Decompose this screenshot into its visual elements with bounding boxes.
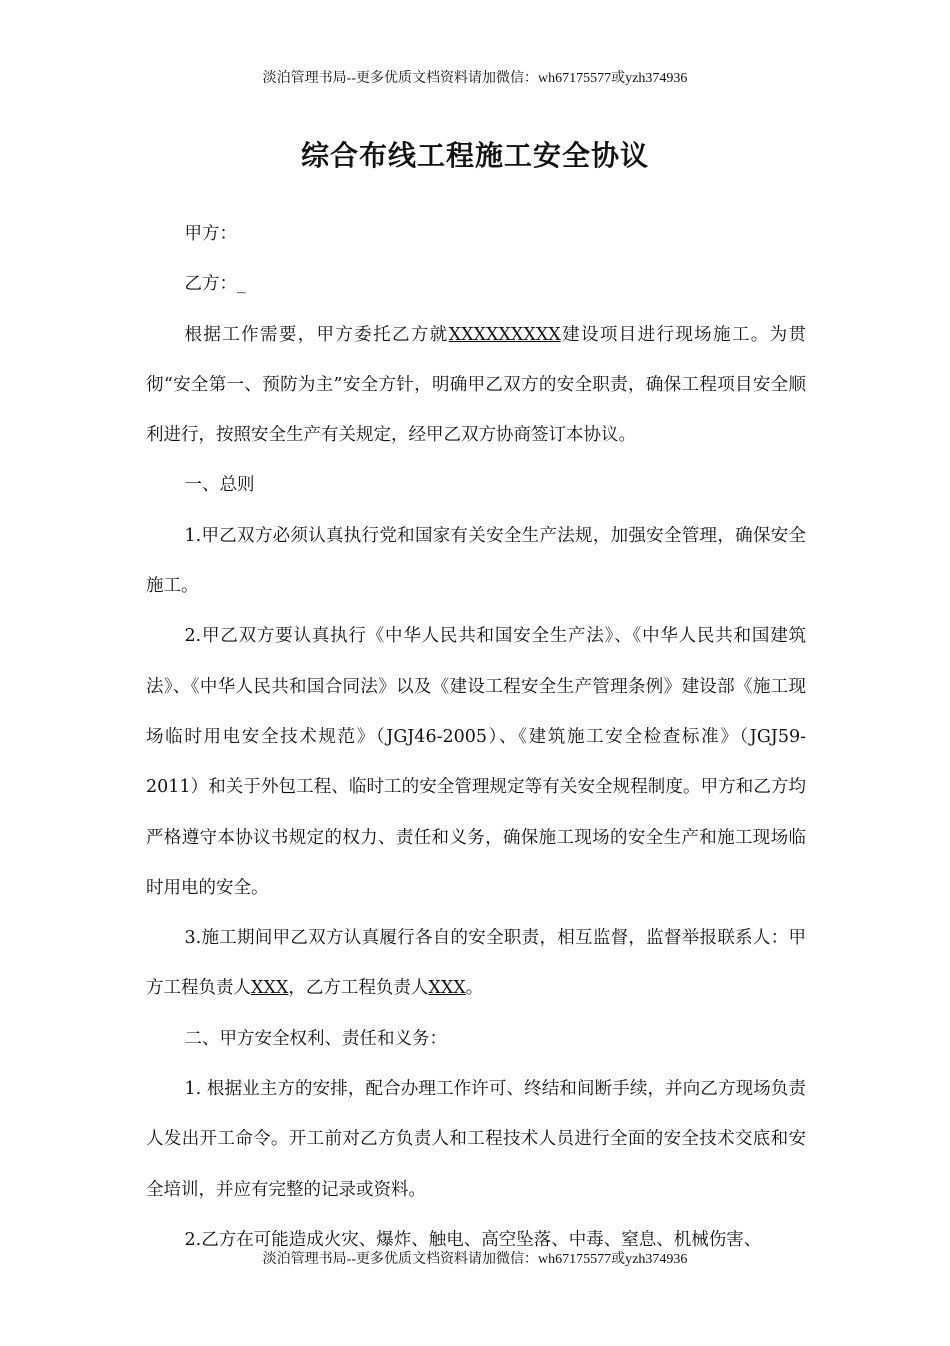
clause-1-3: [146, 913, 806, 1014]
running-footer: 淡泊管理书局--更多优质文档资料请加微信：wh67175577或yzh374936: [262, 1252, 688, 1267]
party-b-contact: XXX: [428, 978, 466, 999]
party-a-line: 甲方：: [184, 224, 237, 244]
running-header: 淡泊管理书局--更多优质文档资料请加微信：wh67175577或yzh374936: [262, 71, 688, 86]
clause-1-1: 1.甲乙双方必须认真执行党和国家有关安全生产法规，加强安全管理，确保安全施工。: [146, 525, 806, 597]
intro-text-after: 建设项目进行现场施工。为贯彻“安全第一、预防为主”安全方针，明确甲乙双方的安全职责，确保工程项目安全顺利进行，按照安全生产有关规定，经甲乙双方协商签订本协议。: [146, 324, 807, 446]
clause-1-2: 2.甲乙双方要认真执行《中华人民共和国安全生产法》、《中华人民共和国建筑法》、《中华人民共和国合同法》以及《建设工程安全生产管理条例》建设部《施工现场临时用电安全技术规范》（JGJ46-2005）、《建筑施工安全检查标准》（JGJ59-2011）和关于外包工程、临时工的安全管理规定等有关安全规程制度。甲方和乙方均严格遵守本协议书规定的权力、责任和义务，确保施工现场的安全生产和施工现场临时用电的安全。: [146, 626, 806, 898]
intro-text-before: 根据工作需要，甲方委托乙方就: [184, 324, 449, 345]
section-heading-general: 一、总则: [184, 475, 255, 496]
clause-1-3-middle: ，乙方工程负责人: [288, 978, 429, 999]
section-heading-party-a-duties: 二、甲方安全权利、责任和义务：: [184, 1028, 447, 1049]
clause-1-3-before: 3.施工期间甲乙双方认真履行各自的安全职责，相互监督，监督举报联系人：甲方工程负责人: [146, 928, 806, 999]
clause-2-1: 1. 根据业主方的安排，配合办理工作许可、终结和间断手续，并向乙方现场负责人发出开工命令。开工前对乙方负责人和工程技术人员进行全面的安全技术交底和安全培训，并应有完整的记录或资料。: [146, 1079, 806, 1200]
project-name: XXXXXXXXX: [448, 324, 561, 345]
intro-paragraph: [146, 310, 806, 461]
party-a-contact: XXX: [251, 978, 289, 999]
document-body: [146, 209, 806, 1265]
clause-1-3-after: 。: [465, 978, 484, 999]
document-title: 综合布线工程施工安全协议: [300, 139, 649, 172]
party-b-line: 乙方：_: [184, 274, 246, 295]
clause-2-2: 2.乙方在可能造成火灾、爆炸、触电、高空坠落、中毒、窒息、机械伤害、: [184, 1229, 762, 1250]
